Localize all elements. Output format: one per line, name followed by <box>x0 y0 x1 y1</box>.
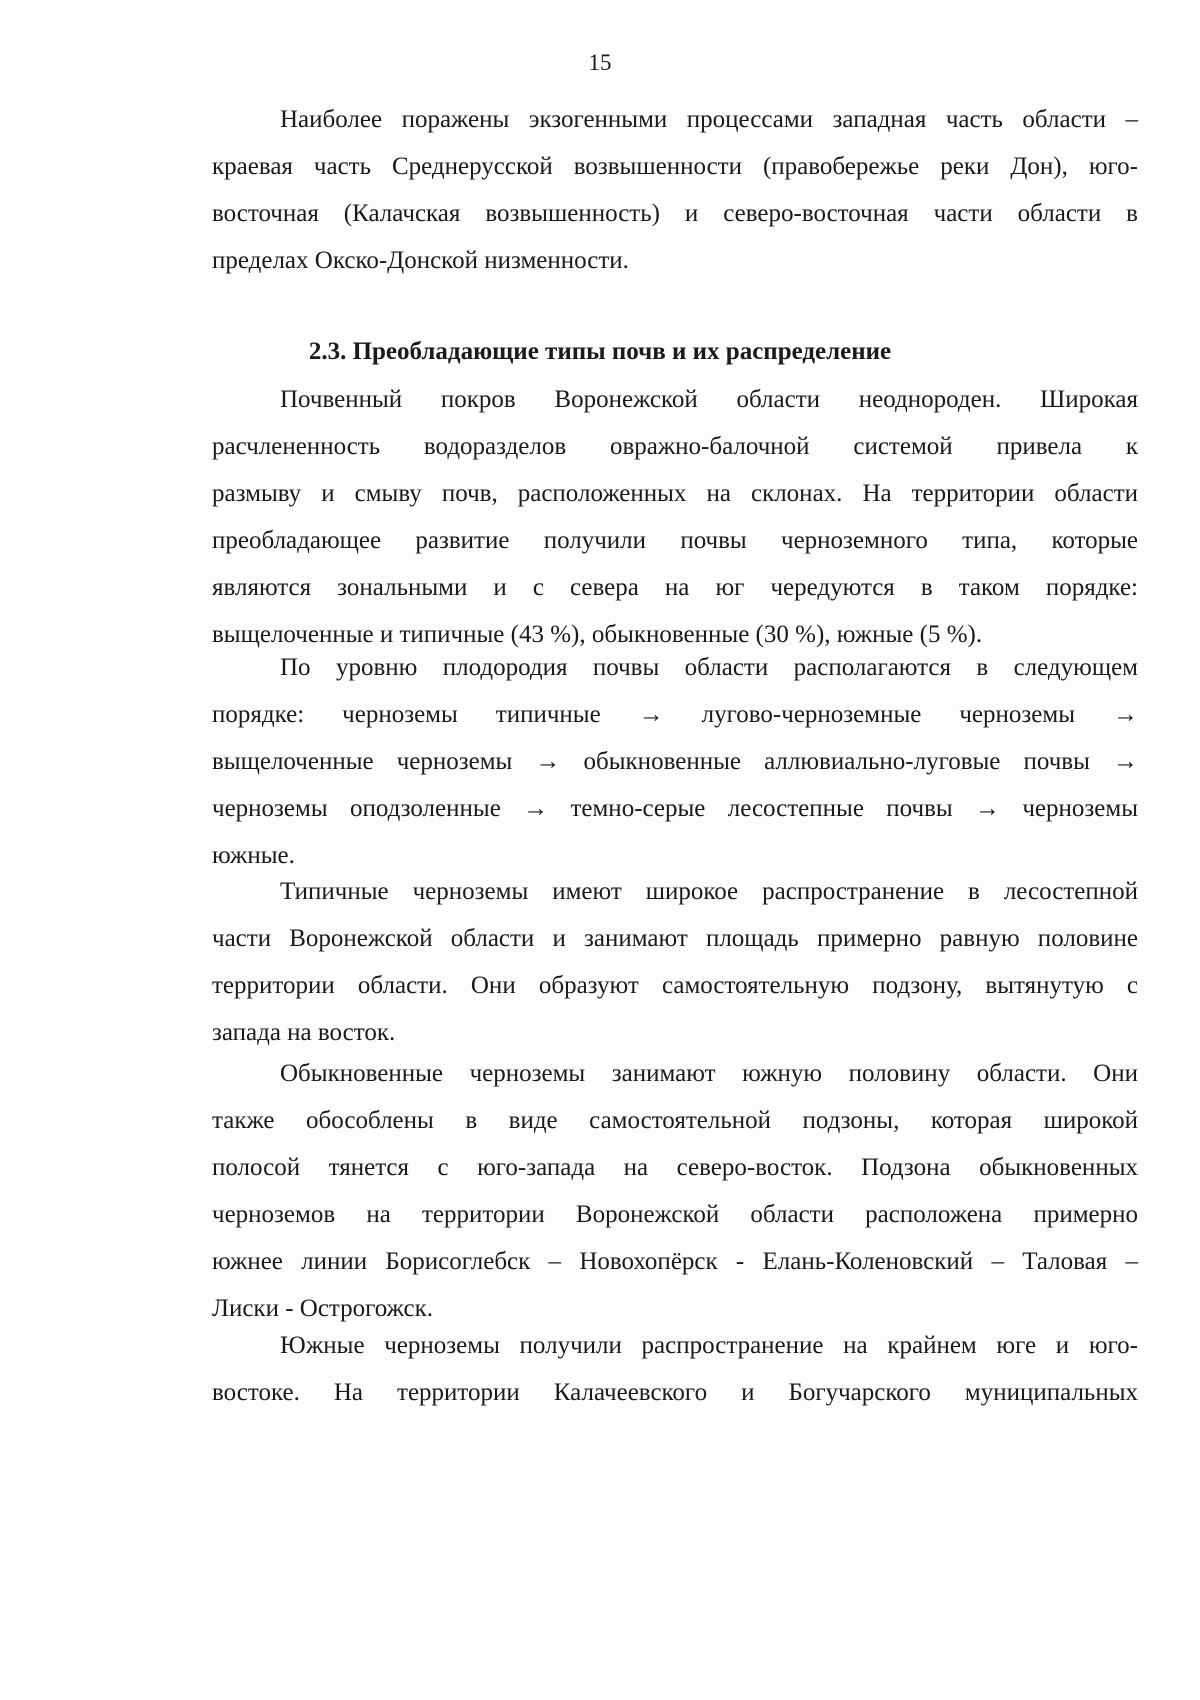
text-line: краевая часть Среднерусской возвышенности (правобережье реки Дон), юго- <box>212 153 1138 180</box>
paragraph-ordinary-chernozems <box>212 1050 1138 1332</box>
text-line: восточная (Калачская возвышенность) и северо-восточная части области в <box>212 200 1138 227</box>
text-line: Лиски - Острогожск. <box>212 1295 433 1322</box>
text-line: Наиболее поражены экзогенными процессами западная часть области – <box>280 106 1138 133</box>
text-line: порядке: черноземы типичные → лугово-черноземные черноземы → <box>212 701 1138 728</box>
text-line: черноземы оподзоленные → темно-серые лесостепные почвы → черноземы <box>212 795 1138 822</box>
text-line: размыву и смыву почв, расположенных на склонах. На территории области <box>212 480 1138 507</box>
text-line: По уровню плодородия почвы области располагаются в следующем <box>280 654 1138 681</box>
paragraph-intro <box>212 96 1138 284</box>
text-line: полосой тянется с юго-запада на северо-восток. Подзона обыкновенных <box>212 1154 1138 1181</box>
text-line: запада на восток. <box>212 1019 396 1046</box>
text-line: выщелоченные черноземы → обыкновенные аллювиально-луговые почвы → <box>212 748 1138 775</box>
text-line: расчлененность водоразделов овражно-балочной системой привела к <box>212 433 1138 460</box>
text-line: территории области. Они образуют самостоятельную подзону, вытянутую с <box>212 972 1138 999</box>
text-line: черноземов на территории Воронежской области расположена примерно <box>212 1201 1138 1228</box>
text-line: Почвенный покров Воронежской области неоднороден. Широкая <box>280 386 1138 413</box>
paragraph-typical-chernozems <box>212 868 1138 1056</box>
paragraph-soil-cover <box>212 376 1138 658</box>
page-number: 15 <box>588 50 612 75</box>
text-line: Типичные черноземы имеют широкое распространение в лесостепной <box>280 878 1138 905</box>
text-line: выщелоченные и типичные (43 %), обыкновенные (30 %), южные (5 %). <box>212 621 983 648</box>
text-line: Южные черноземы получили распространение на крайнем юге и юго- <box>280 1332 1138 1359</box>
section-heading: 2.3. Преобладающие типы почв и их распределение <box>308 338 892 365</box>
text-line: востоке. На территории Калачеевского и Богучарского муниципальных <box>212 1379 1138 1406</box>
text-line: также обособлены в виде самостоятельной подзоны, которая широкой <box>212 1107 1138 1134</box>
text-line: Обыкновенные черноземы занимают южную половину области. Они <box>280 1060 1138 1087</box>
text-line: преобладающее развитие получили почвы черноземного типа, которые <box>212 527 1138 554</box>
text-line: части Воронежской области и занимают площадь примерно равную половине <box>212 925 1138 952</box>
paragraph-southern-chernozems <box>212 1322 1138 1416</box>
text-line: являются зональными и с севера на юг чередуются в таком порядке: <box>212 574 1138 601</box>
text-line: южнее линии Борисоглебск – Новохопёрск - Елань-Коленовский – Таловая – <box>212 1248 1138 1275</box>
paragraph-fertility <box>212 644 1138 879</box>
text-line: южные. <box>212 842 295 869</box>
text-line: пределах Окско-Донской низменности. <box>212 247 629 274</box>
